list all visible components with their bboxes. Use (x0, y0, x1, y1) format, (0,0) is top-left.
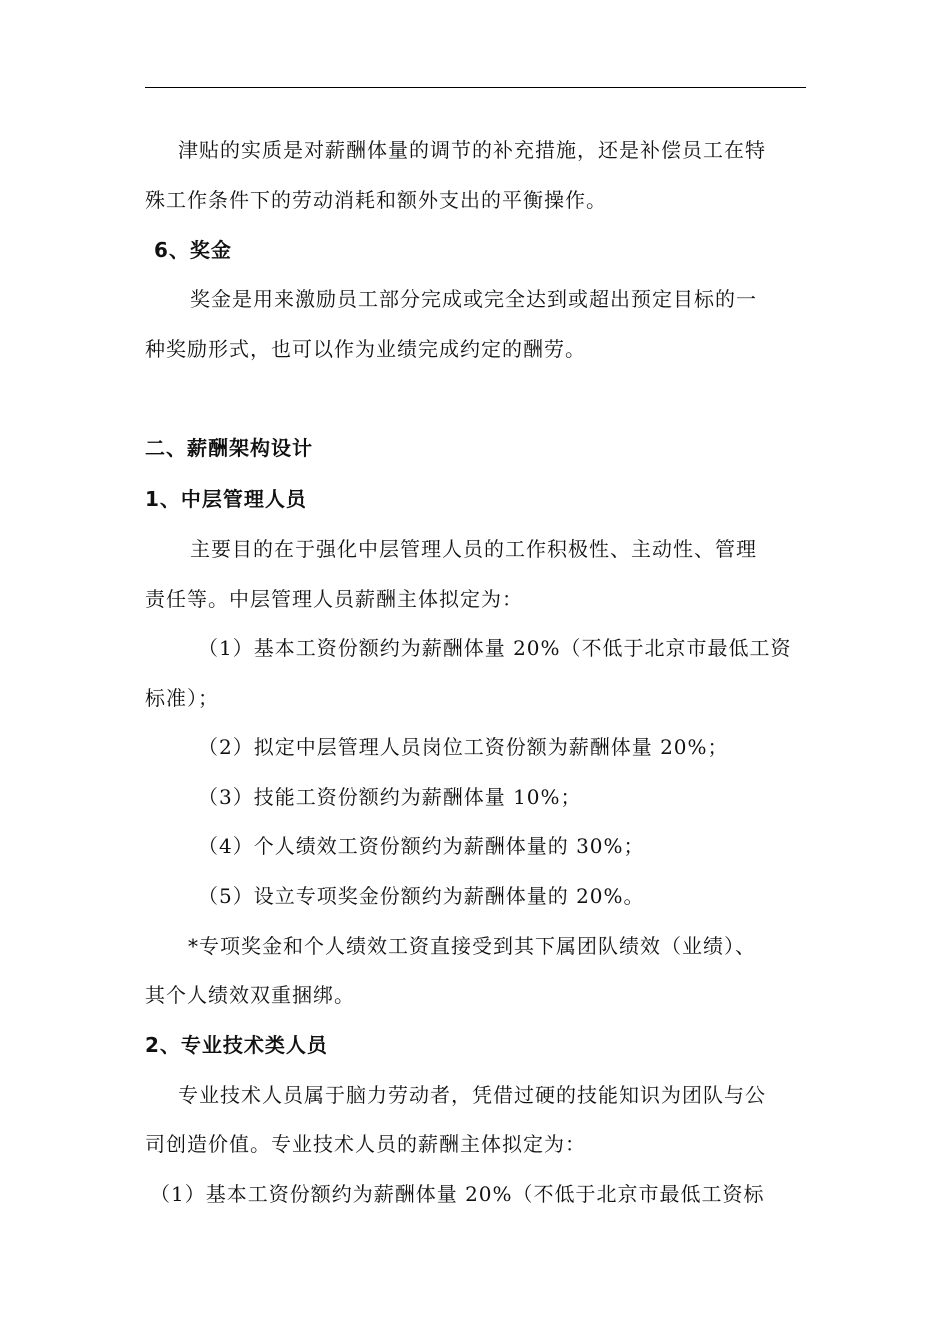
paragraph-bonus-line-1: 奖金是用来激励员工部分完成或完全达到或超出预定目标的一 (190, 287, 757, 311)
heading-salary-structure: 二、薪酬架构设计 (145, 436, 313, 460)
paragraph-technical-line-2: 司创造价值。专业技术人员的薪酬主体拟定为： (145, 1132, 586, 1156)
list-technical-item-1: （1）基本工资份额约为薪酬体量 20%（不低于北京市最低工资标 (150, 1182, 765, 1206)
paragraph-allowance-line-1: 津贴的实质是对薪酬体量的调节的补充措施，还是补偿员工在特 (178, 138, 766, 162)
list-item-5: （5）设立专项奖金份额约为薪酬体量的 20%。 (198, 884, 645, 908)
heading-middle-management: 1、中层管理人员 (145, 487, 307, 511)
paragraph-technical-line-1: 专业技术人员属于脑力劳动者，凭借过硬的技能知识为团队与公 (178, 1083, 766, 1107)
note-line-2: 其个人绩效双重捆绑。 (145, 983, 355, 1007)
paragraph-bonus-line-2: 种奖励形式，也可以作为业绩完成约定的酬劳。 (145, 337, 586, 361)
list-item-2: （2）拟定中层管理人员岗位工资份额为薪酬体量 20%； (198, 735, 729, 759)
paragraph-middle-mgmt-line-1: 主要目的在于强化中层管理人员的工作积极性、主动性、管理 (190, 537, 757, 561)
list-item-4: （4）个人绩效工资份额约为薪酬体量的 30%； (198, 834, 645, 858)
header-rule (145, 87, 806, 88)
heading-bonus: 6、奖金 (154, 238, 232, 262)
list-item-1-line-2: 标准）； (145, 686, 219, 710)
list-item-3: （3）技能工资份额约为薪酬体量 10%； (198, 785, 582, 809)
note-line-1: *专项奖金和个人绩效工资直接受到其下属团队绩效（业绩）、 (188, 934, 756, 958)
paragraph-allowance-line-2: 殊工作条件下的劳动消耗和额外支出的平衡操作。 (145, 188, 607, 212)
heading-technical-staff: 2、专业技术类人员 (145, 1033, 328, 1057)
paragraph-middle-mgmt-line-2: 责任等。中层管理人员薪酬主体拟定为： (145, 587, 523, 611)
list-item-1-line-1: （1）基本工资份额约为薪酬体量 20%（不低于北京市最低工资 (198, 636, 792, 660)
